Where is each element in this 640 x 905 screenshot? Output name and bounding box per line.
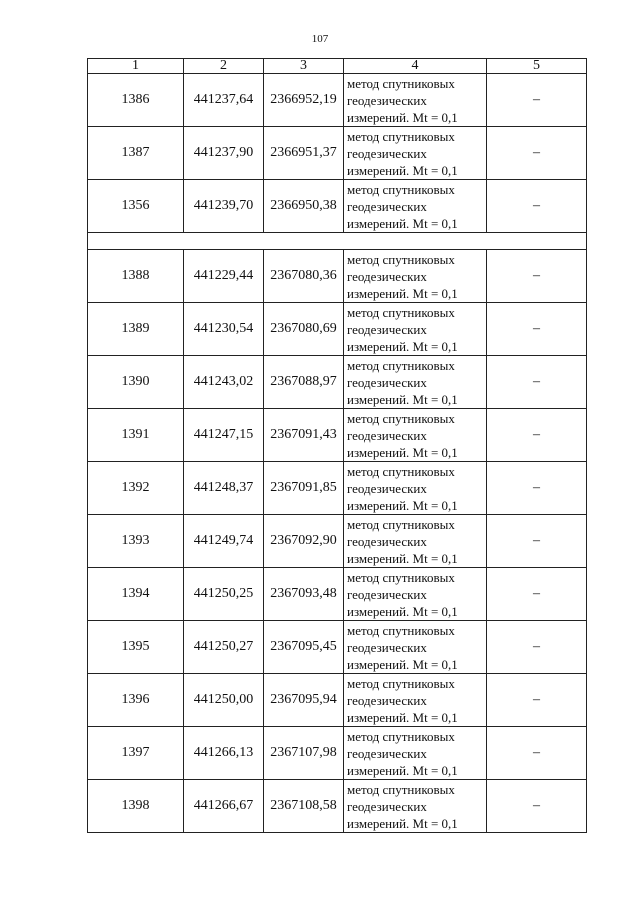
group-separator-row [88, 233, 587, 250]
column-header-5: 5 [487, 59, 587, 74]
table-row [88, 127, 587, 180]
y-coordinate-cell: 2367093,48 [264, 568, 344, 621]
method-line: измерений. Mt = 0,1 [347, 709, 458, 725]
method-line: геодезических [347, 374, 427, 390]
y-coordinate-cell: 2367088,97 [264, 356, 344, 409]
method-line: измерений. Mt = 0,1 [347, 444, 458, 460]
method-cell [344, 127, 487, 180]
note-cell: – [487, 568, 587, 621]
point-id-cell: 1396 [88, 674, 184, 727]
table-row [88, 356, 587, 409]
table-row [88, 568, 587, 621]
point-id-cell: 1387 [88, 127, 184, 180]
point-id-cell: 1390 [88, 356, 184, 409]
column-header-2: 2 [184, 59, 264, 74]
method-line: метод спутниковых [347, 463, 455, 479]
y-coordinate-cell: 2366952,19 [264, 74, 344, 127]
y-coordinate-cell: 2367080,69 [264, 303, 344, 356]
method-line: метод спутниковых [347, 357, 455, 373]
method-line: измерений. Mt = 0,1 [347, 550, 458, 566]
y-coordinate-cell: 2367108,58 [264, 780, 344, 833]
point-id-cell: 1392 [88, 462, 184, 515]
method-cell [344, 515, 487, 568]
table-row [88, 74, 587, 127]
note-cell: – [487, 127, 587, 180]
table-row [88, 303, 587, 356]
table-row [88, 409, 587, 462]
point-id-cell: 1393 [88, 515, 184, 568]
y-coordinate-cell: 2366951,37 [264, 127, 344, 180]
method-cell [344, 621, 487, 674]
x-coordinate-cell: 441237,64 [184, 74, 264, 127]
method-line: измерений. Mt = 0,1 [347, 215, 458, 231]
note-cell: – [487, 303, 587, 356]
x-coordinate-cell: 441266,13 [184, 727, 264, 780]
x-coordinate-cell: 441249,74 [184, 515, 264, 568]
y-coordinate-cell: 2367091,43 [264, 409, 344, 462]
method-line: измерений. Mt = 0,1 [347, 338, 458, 354]
method-line: геодезических [347, 745, 427, 761]
page-number: 107 [311, 33, 329, 45]
point-id-cell: 1389 [88, 303, 184, 356]
method-line: метод спутниковых [347, 75, 455, 91]
method-line: геодезических [347, 639, 427, 655]
note-cell: – [487, 462, 587, 515]
table-header-row [88, 59, 587, 74]
method-line: измерений. Mt = 0,1 [347, 162, 458, 178]
method-cell [344, 727, 487, 780]
method-cell [344, 74, 487, 127]
method-line: измерений. Mt = 0,1 [347, 109, 458, 125]
coordinates-table [87, 58, 587, 833]
y-coordinate-cell: 2367095,45 [264, 621, 344, 674]
method-line: геодезических [347, 427, 427, 443]
column-header-3: 3 [264, 59, 344, 74]
table-row [88, 727, 587, 780]
method-cell [344, 674, 487, 727]
x-coordinate-cell: 441250,27 [184, 621, 264, 674]
method-line: геодезических [347, 92, 427, 108]
method-cell [344, 409, 487, 462]
point-id-cell: 1391 [88, 409, 184, 462]
group-separator-cell [88, 233, 587, 250]
method-cell [344, 462, 487, 515]
table-row [88, 180, 587, 233]
method-cell [344, 356, 487, 409]
y-coordinate-cell: 2367092,90 [264, 515, 344, 568]
y-coordinate-cell: 2367080,36 [264, 250, 344, 303]
x-coordinate-cell: 441250,00 [184, 674, 264, 727]
point-id-cell: 1397 [88, 727, 184, 780]
note-cell: – [487, 515, 587, 568]
method-line: геодезических [347, 798, 427, 814]
method-line: метод спутниковых [347, 410, 455, 426]
method-cell [344, 250, 487, 303]
table-row [88, 462, 587, 515]
x-coordinate-cell: 441247,15 [184, 409, 264, 462]
method-line: геодезических [347, 533, 427, 549]
x-coordinate-cell: 441239,70 [184, 180, 264, 233]
note-cell: – [487, 674, 587, 727]
method-line: измерений. Mt = 0,1 [347, 815, 458, 831]
method-line: метод спутниковых [347, 569, 455, 585]
method-line: геодезических [347, 586, 427, 602]
method-cell [344, 303, 487, 356]
method-line: метод спутниковых [347, 516, 455, 532]
note-cell: – [487, 356, 587, 409]
method-line: геодезических [347, 268, 427, 284]
table-row [88, 250, 587, 303]
x-coordinate-cell: 441229,44 [184, 250, 264, 303]
note-cell: – [487, 621, 587, 674]
method-line: геодезических [347, 198, 427, 214]
note-cell: – [487, 409, 587, 462]
x-coordinate-cell: 441266,67 [184, 780, 264, 833]
y-coordinate-cell: 2367107,98 [264, 727, 344, 780]
x-coordinate-cell: 441230,54 [184, 303, 264, 356]
method-line: геодезических [347, 145, 427, 161]
method-line: метод спутниковых [347, 675, 455, 691]
note-cell: – [487, 250, 587, 303]
column-header-4: 4 [344, 59, 487, 74]
point-id-cell: 1398 [88, 780, 184, 833]
point-id-cell: 1394 [88, 568, 184, 621]
method-line: метод спутниковых [347, 181, 455, 197]
point-id-cell: 1388 [88, 250, 184, 303]
method-line: геодезических [347, 321, 427, 337]
table-row [88, 621, 587, 674]
table-row [88, 515, 587, 568]
table-body [88, 74, 587, 833]
x-coordinate-cell: 441250,25 [184, 568, 264, 621]
note-cell: – [487, 180, 587, 233]
method-cell [344, 180, 487, 233]
point-id-cell: 1395 [88, 621, 184, 674]
table-row [88, 674, 587, 727]
column-header-1: 1 [88, 59, 184, 74]
table-row [88, 780, 587, 833]
method-line: измерений. Mt = 0,1 [347, 285, 458, 301]
method-line: измерений. Mt = 0,1 [347, 656, 458, 672]
note-cell: – [487, 780, 587, 833]
method-line: метод спутниковых [347, 304, 455, 320]
method-line: метод спутниковых [347, 622, 455, 638]
method-cell [344, 780, 487, 833]
method-line: геодезических [347, 480, 427, 496]
method-line: измерений. Mt = 0,1 [347, 762, 458, 778]
method-line: измерений. Mt = 0,1 [347, 497, 458, 513]
y-coordinate-cell: 2367095,94 [264, 674, 344, 727]
method-cell [344, 568, 487, 621]
method-line: метод спутниковых [347, 781, 455, 797]
method-line: геодезических [347, 692, 427, 708]
y-coordinate-cell: 2367091,85 [264, 462, 344, 515]
point-id-cell: 1356 [88, 180, 184, 233]
point-id-cell: 1386 [88, 74, 184, 127]
method-line: метод спутниковых [347, 728, 455, 744]
note-cell: – [487, 727, 587, 780]
method-line: метод спутниковых [347, 128, 455, 144]
note-cell: – [487, 74, 587, 127]
method-line: метод спутниковых [347, 251, 455, 267]
x-coordinate-cell: 441243,02 [184, 356, 264, 409]
method-line: измерений. Mt = 0,1 [347, 391, 458, 407]
method-line: измерений. Mt = 0,1 [347, 603, 458, 619]
x-coordinate-cell: 441248,37 [184, 462, 264, 515]
x-coordinate-cell: 441237,90 [184, 127, 264, 180]
y-coordinate-cell: 2366950,38 [264, 180, 344, 233]
